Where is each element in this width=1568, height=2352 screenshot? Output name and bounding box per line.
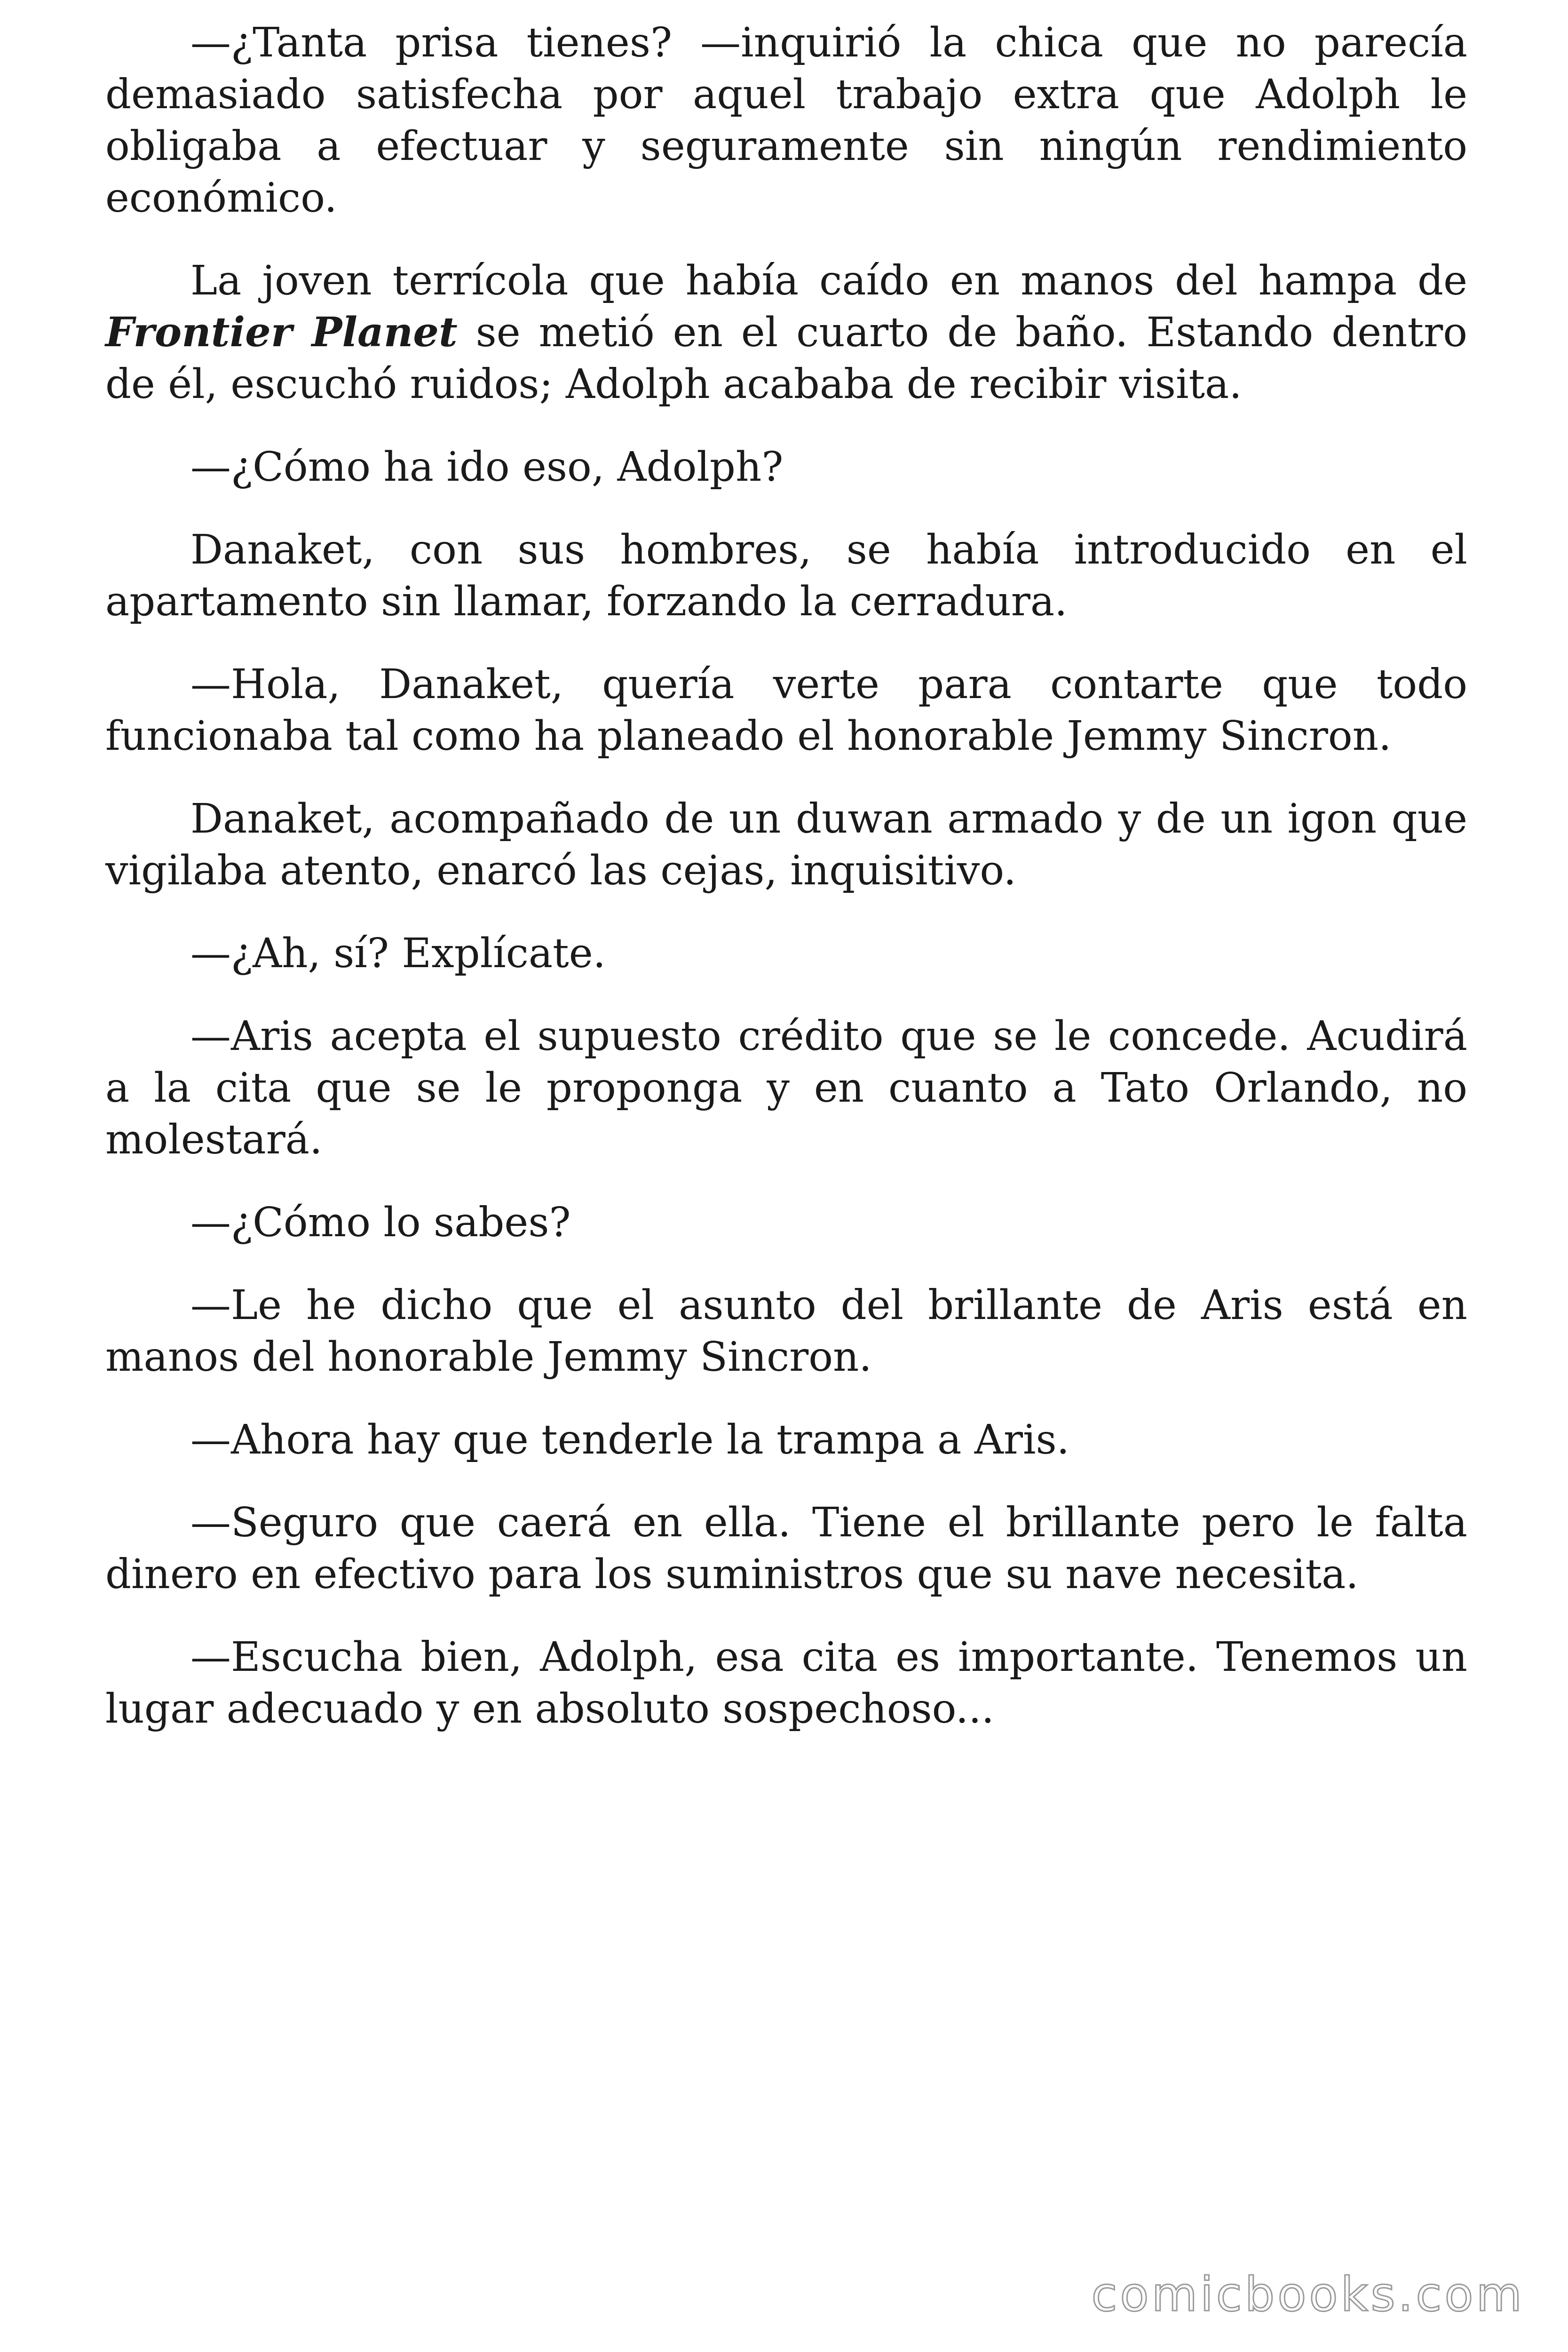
paragraph: —¿Ah, sí? Explícate. [190, 930, 606, 977]
paragraph: —¿Cómo ha ido eso, Adolph? [190, 444, 784, 491]
paragraph-text: se metió en el cuarto de baño. Estando dentro de él, escuchó ruidos; Adolph acababa de recibir visita. [105, 309, 1467, 408]
emphasized-title: Frontier Planet [105, 309, 458, 356]
paragraph: —Hola, Danaket, quería verte para contarte que todo funcionaba tal como ha planeado el honorable Jemmy Sincron. [105, 661, 1467, 760]
paragraph: —Ahora hay que tenderle la trampa a Aris. [190, 1416, 1069, 1463]
watermark: comicbooks.com [1091, 2267, 1525, 2322]
paragraph [105, 255, 1467, 410]
paragraph: —Escucha bien, Adolph, esa cita es importante. Tenemos un lugar adecuado y en absoluto sospechoso... [105, 1634, 1467, 1732]
page-body [105, 17, 1467, 1766]
paragraph: Danaket, con sus hombres, se había introducido en el apartamento sin llamar, forzando la cerradura. [105, 526, 1467, 625]
paragraph: —¿Cómo lo sabes? [190, 1199, 571, 1246]
paragraph: —Seguro que caerá en ella. Tiene el brillante pero le falta dinero en efectivo para los suministros que su nave necesita. [105, 1499, 1467, 1598]
paragraph: —¿Tanta prisa tienes? —inquirió la chica que no parecía demasiado satisfecha por aquel trabajo extra que Adolph le obligaba a efectuar y seguramente sin ningún rendimiento económico. [105, 19, 1467, 222]
paragraph-text: La joven terrícola que había caído en manos del hampa de [190, 257, 1467, 304]
paragraph: Danaket, acompañado de un duwan armado y de un igon que vigilaba atento, enarcó las cejas, inquisitivo. [105, 795, 1467, 894]
paragraph: —Aris acepta el supuesto crédito que se le concede. Acudirá a la cita que se le proponga y en cuanto a Tato Orlando, no molestará. [105, 1013, 1467, 1163]
paragraph: —Le he dicho que el asunto del brillante de Aris está en manos del honorable Jemmy Sincron. [105, 1282, 1467, 1381]
